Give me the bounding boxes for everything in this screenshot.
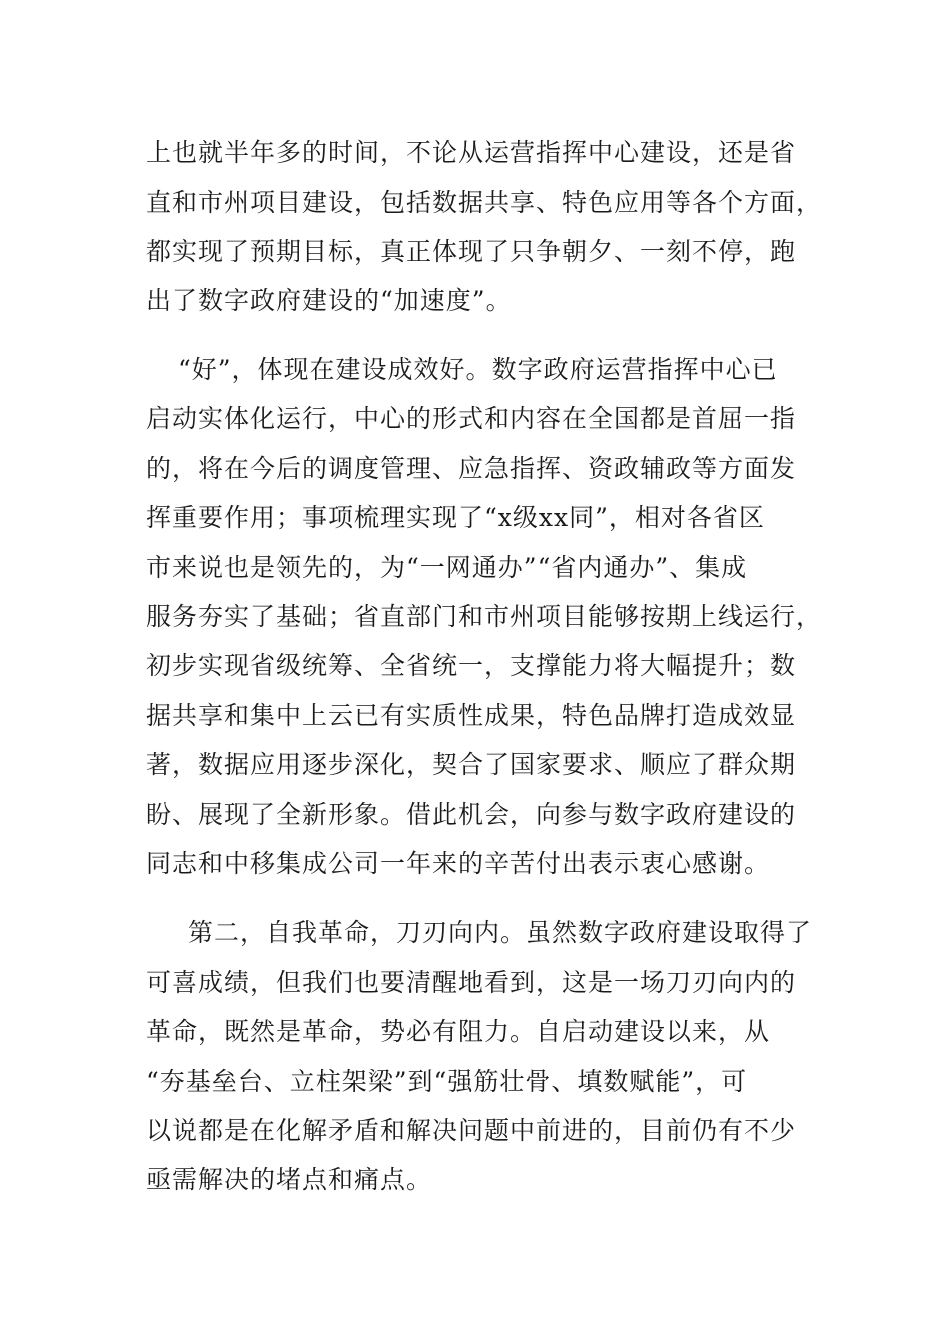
text-line: 的，将在今后的调度管理、应急指挥、资政辅政等方面发 xyxy=(146,454,797,483)
text-line: 市来说也是领先的，为“一网通办”“省内通办”、集成 xyxy=(146,553,748,582)
text-line: 启动实体化运行，中心的形式和内容在全国都是首屈一指 xyxy=(146,404,797,433)
text-line: 据共享和集中上云已有实质性成果，特色品牌打造成效显 xyxy=(146,701,797,730)
text-line: 著，数据应用逐步深化，契合了国家要求、顺应了群众期 xyxy=(146,750,797,779)
text-line: “好”，体现在建设成效好。数字政府运营指挥中心已 xyxy=(178,355,778,384)
text-line: 亟需解决的堵点和痛点。 xyxy=(146,1165,433,1194)
text-line: 都实现了预期目标，真正体现了只争朝夕、一刻不停，跑 xyxy=(146,237,797,266)
text-line: 上也就半年多的时间，不论从运营指挥中心建设，还是省 xyxy=(146,138,797,167)
text-line: “夯基垒台、立柱架梁”到“强筋壮骨、填数赋能”，可 xyxy=(146,1067,748,1096)
text-line: 第二，自我革命，刀刃向内。虽然数字政府建设取得了 xyxy=(188,918,813,947)
text-line: 挥重要作用；事项梳理实现了“x级xx同”，相对各省区 xyxy=(146,503,765,532)
text-line: 初步实现省级统筹、全省统一，支撑能力将大幅提升；数 xyxy=(146,651,797,680)
text-line: 革命，既然是革命，势必有阻力。自启动建设以来，从 xyxy=(146,1017,771,1046)
text-line: 以说都是在化解矛盾和解决问题中前进的，目前仍有不少 xyxy=(146,1116,797,1145)
text-line: 盼、展现了全新形象。借此机会，向参与数字政府建设的 xyxy=(146,800,797,829)
text-line: 出了数字政府建设的“加速度”。 xyxy=(146,286,512,315)
text-line: 服务夯实了基础；省直部门和市州项目能够按期上线运行， xyxy=(146,602,823,631)
text-line: 直和市州项目建设，包括数据共享、特色应用等各个方面， xyxy=(146,188,823,217)
text-line: 可喜成绩，但我们也要清醒地看到，这是一场刀刃向内的 xyxy=(146,968,797,997)
text-line: 同志和中移集成公司一年来的辛苦付出表示衷心感谢。 xyxy=(146,849,771,878)
